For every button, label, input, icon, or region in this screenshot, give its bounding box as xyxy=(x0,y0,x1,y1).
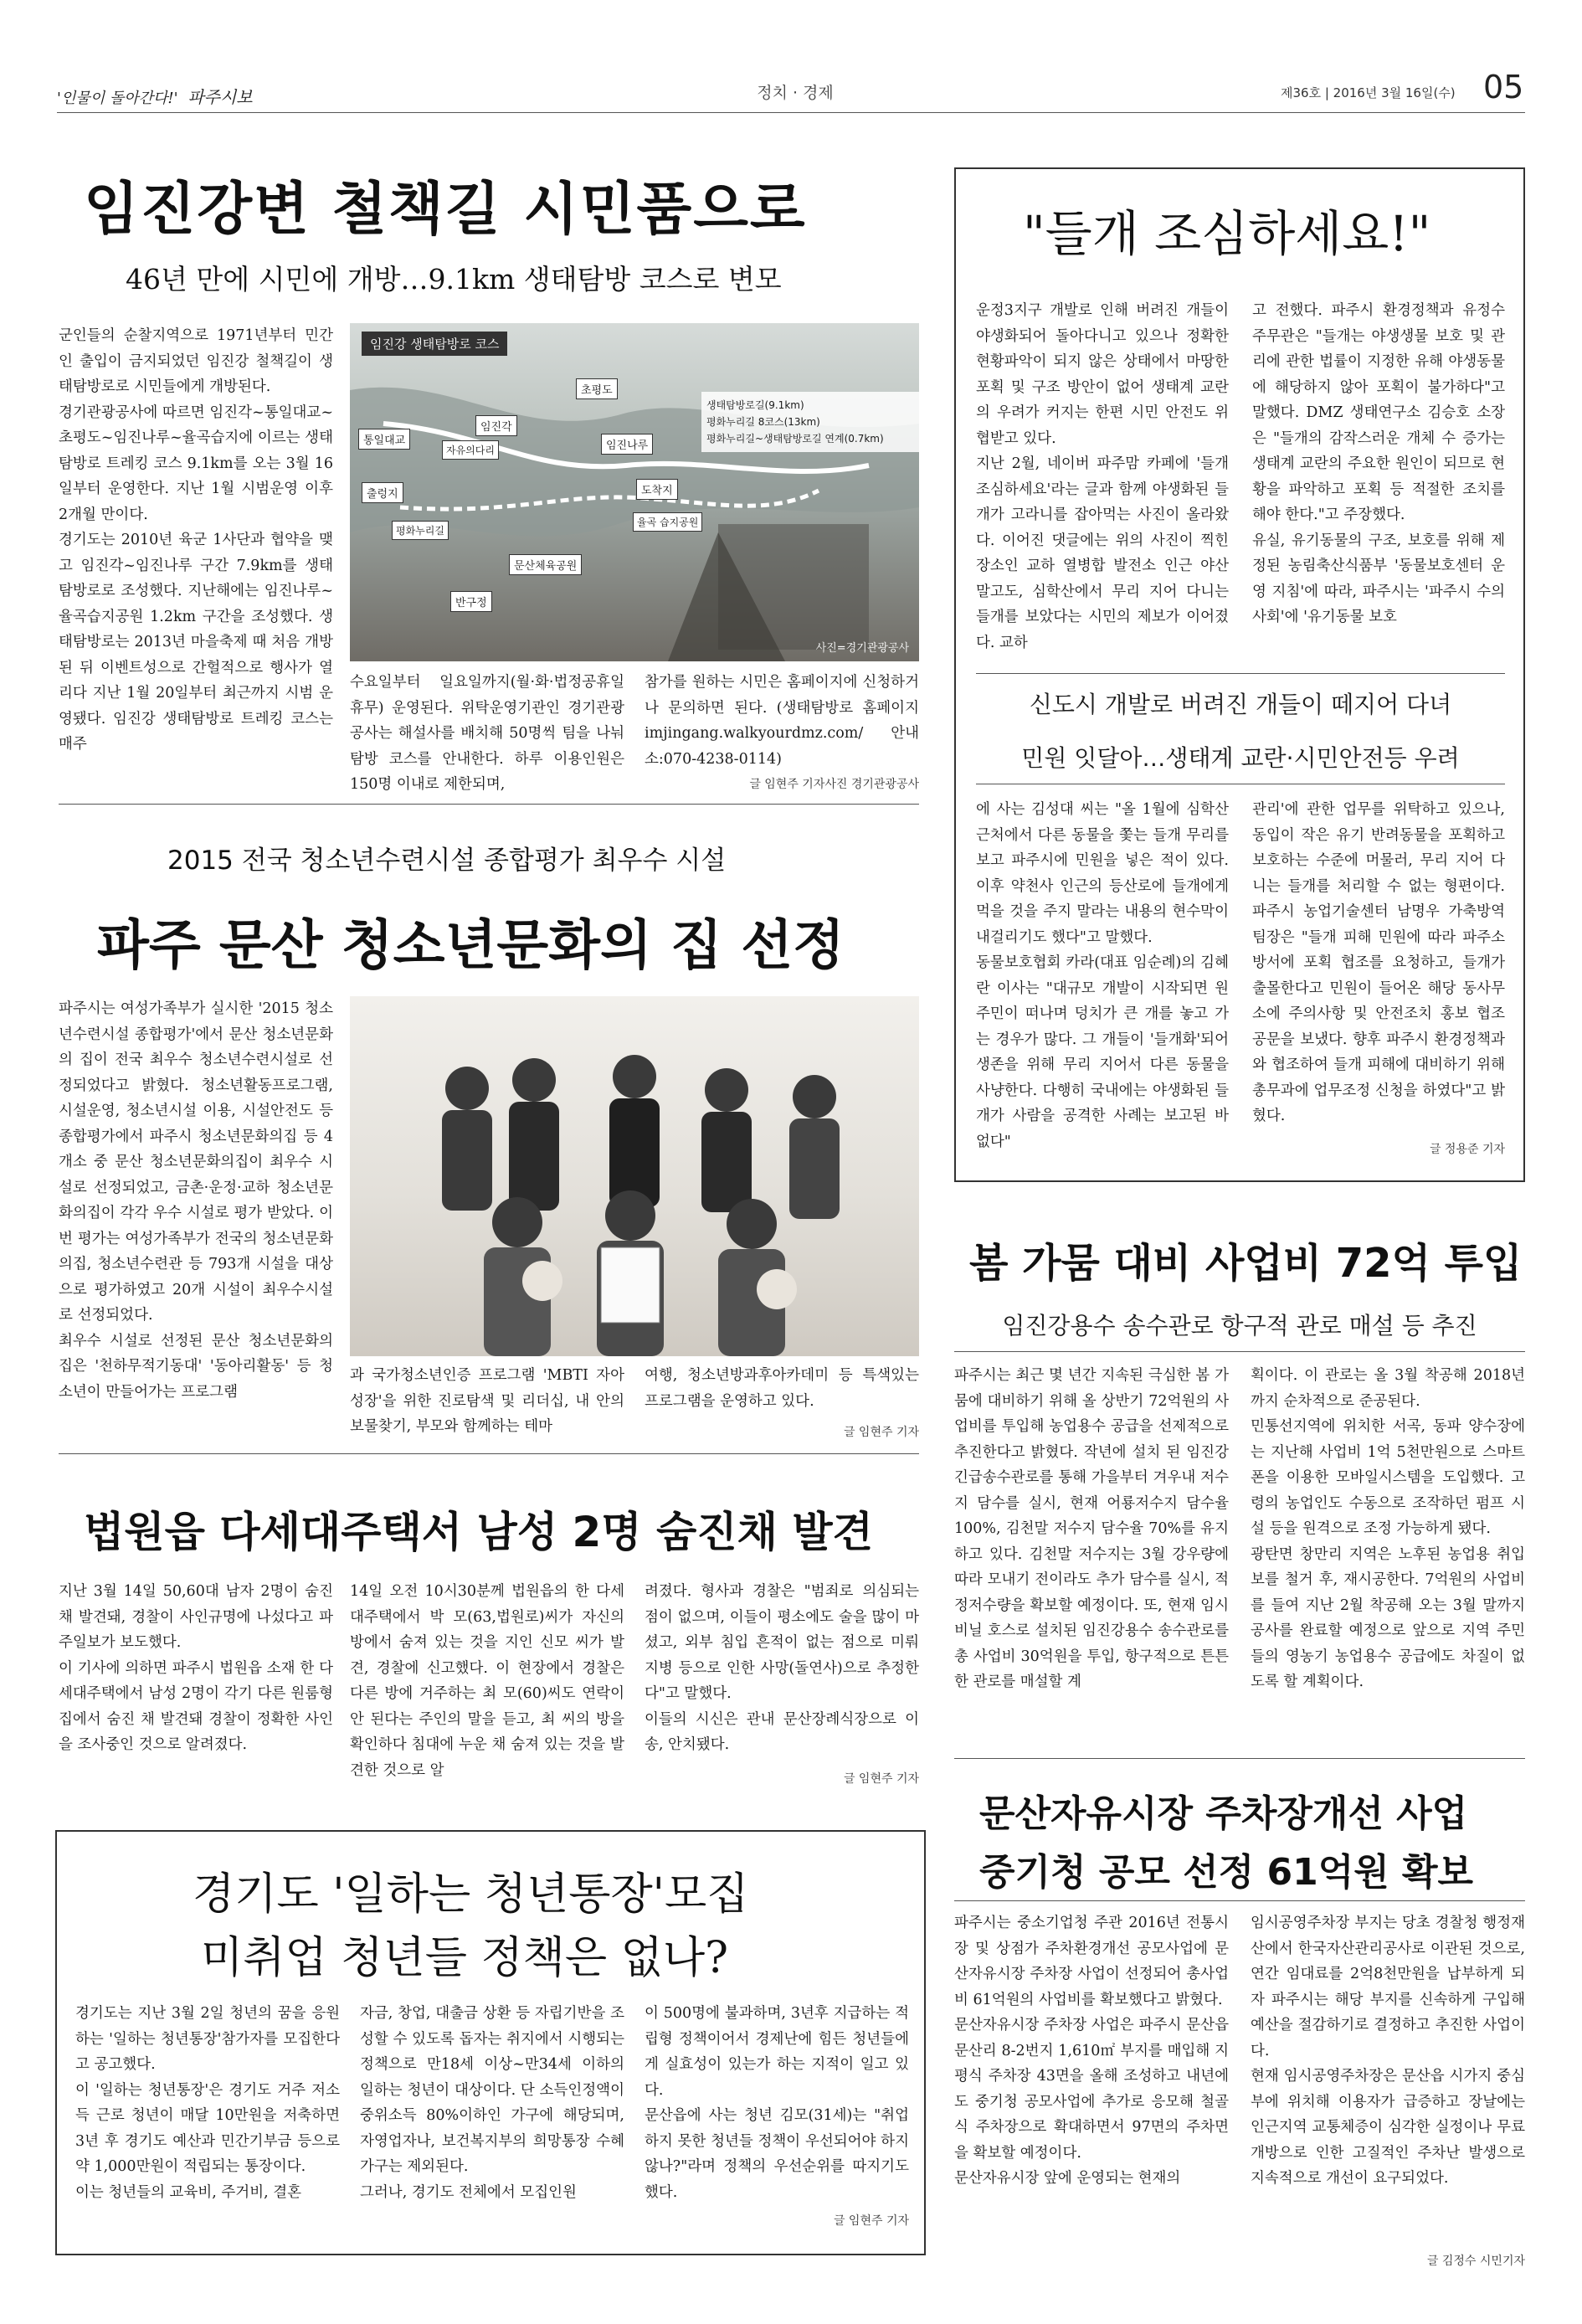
map-place-label: 출렁지 xyxy=(362,482,403,503)
article5-col3: 에 사는 김성대 씨는 "올 1월에 심학산 근처에서 다른 동물을 쫓는 들개 무리를 보고 파주시에 민원을 넣은 적이 있다. 이후 약천사 인근의 등산로에 들개에게 먹을 것을 주지 말라는 내용의 현수막이 내걸리기도 했다"고 말했다. 동물보호협회 카라(대표 임순례)의 김혜란 이사는 "대규모 개발이 시작되면 원주민이 떠나며 덩치가 큰 개를 놓고 가는 경우가 많다. 그 개들이 '들개화'되어 생존을 위해 무리 지어서 다른 동물을 사냥한다. 다행히 국내에는 야생화된 들개가 사람을 공격한 사례는 보고된 바 없다" xyxy=(976,801,1229,1150)
article6-col1: 파주시는 최근 몇 년간 지속된 극심한 봄 가뭄에 대비하기 위해 올 상반기 72억원의 사업비를 투입해 농업용수 공급을 선제적으로 추진한다고 밝혔다. 작년에 설치 된 임진강 긴급송수관로를 통해 가을부터 겨우내 저수지 담수를 실시, 현재 어룡저수지 담수율 100%, 김천말 저수지 담수율 70%를 유지하고 있다. 김천말 저수지는 3월 강우량에 따라 모내기 전이라도 추가 담수를 실시, 적정저수량을 확보할 예정이다. 또, 현재 임시 비닐 호스로 설치된 임진강용수 송수관로를 총 사업비 30억원을 투입, 항구적으로 튼튼한 관로를 매설할 계 xyxy=(954,1367,1229,1690)
article1-headline: 임진강변 철책길 시민품으로 xyxy=(84,177,807,243)
issue-date: 제36호 | 2016년 3월 16일(수) xyxy=(1281,85,1456,100)
article5-byline: 글 정용준 기자 xyxy=(1429,1143,1505,1156)
article7-head-rule xyxy=(954,1900,1525,1901)
article2-headline: 파주 문산 청소년문화의 집 선정 xyxy=(97,914,845,977)
map-place-label: 반구정 xyxy=(450,591,492,612)
article1-col2: 수요일부터 일요일까지(월·화·법정공휴일 휴무) 운영된다. 위탁운영기관인 경기관광공사는 해설사를 배치해 50명씩 팀을 나눠 탐방 코스를 안내한다. 하루 이용인원은 150명 이내로 제한되며, xyxy=(350,674,624,793)
logo-slogan: '인물이 돌아간다!' xyxy=(57,90,178,107)
article4-col3: 이 500명에 불과하며, 3년후 지급하는 적립형 정책이어서 경제난에 힘든 청년들에게 실효성이 있는가 하는 지적이 일고 있다. 문산읍에 사는 청년 김모(31세)는 "취업하지 못한 청년들 정책이 우선되어야 하지 않나?"라며 정책의 우선순위를 따지기도 했다. xyxy=(645,2005,909,2201)
article4-col2: 자금, 창업, 대출금 상환 등 자립기반을 조성할 수 있도록 돕자는 취지에서 시행되는 정책으로 만18세 이상~만34세 이하의 일하는 청년이 대상이다. 단 소득인정액이 중위소득 80%이하인 가구에 해당되며, 자영업자나, 보건복지부의 희망통장 수혜가구는 제외된다. 그러나, 경기도 전체에서 모집인원 xyxy=(360,2005,624,2201)
masthead-logo xyxy=(57,84,253,108)
article1-col3: 참가를 원하는 시민은 홈페이지에 신청하거나 문의하면 된다. (생태탐방로 홈페이지 imjingang.walkyourdmz.com/ 안내소:070-4238-0114) xyxy=(645,674,919,768)
article6-divider xyxy=(954,1758,1525,1759)
article4-byline: 글 임현주 기자 xyxy=(833,2214,909,2228)
map-place-label: 통일대교 xyxy=(358,429,410,450)
article2-group-photo xyxy=(350,996,919,1356)
article2-byline: 글 임현주 기자 xyxy=(843,1426,919,1439)
article5-headline: "들개 조심하세요!" xyxy=(1023,205,1431,262)
article3-col3: 려졌다. 형사과 경찰은 "범죄로 의심되는 점이 없으며, 이들이 평소에도 술을 많이 마셨고, 외부 침입 흔적이 없는 점으로 미뤄 지병 등으로 인한 사망(돌연사)으로 추정한다"고 말했다. 이들의 시신은 관내 문산장례식장으로 이송, 안치됐다. xyxy=(645,1583,919,1753)
photo-credit: 사진=경기관광공사 xyxy=(815,642,909,655)
article6-sub-rule xyxy=(954,1351,1525,1352)
article5-subhead1: 신도시 개발로 버려진 개들이 떼지어 다녀 xyxy=(1029,691,1452,718)
article7-byline: 글 김정수 시민기자 xyxy=(1426,2255,1525,2268)
article7-headline-line1: 문산자유시장 주차장개선 사업 xyxy=(979,1792,1468,1835)
article1-divider xyxy=(59,804,919,805)
map-legend xyxy=(701,392,919,452)
article3-col1: 지난 3월 14일 50,60대 남자 2명이 숨진채 발견돼, 경찰이 사인규명에 나섰다고 파주일보가 보도했다. 이 기사에 의하면 파주시 법원읍 소재 한 다세대주택에서 남성 2명이 각기 다른 원룸형 집에서 숨진 채 발견돼 경찰이 정확한 사인을 조사중인 것으로 알려졌다. xyxy=(59,1583,333,1753)
map-place-label: 문산체육공원 xyxy=(509,554,582,575)
map-place-label: 자유의다리 xyxy=(442,440,499,460)
map-title: 임진강 생태탐방로 코스 xyxy=(362,332,507,356)
map-place-label: 율곡 습지공원 xyxy=(633,512,702,532)
map-place-label: 도착지 xyxy=(636,479,678,500)
map-legend-item: 생태탐방로길(9.1km) xyxy=(706,399,804,411)
section-label: 정치 · 경제 xyxy=(757,84,834,102)
article5-col2: 고 전했다. 파주시 환경정책과 유정수 주무관은 "들개는 야생생물 보호 및 관리에 관한 법률이 지정한 유해 야생동물에 해당하지 않아 포획이 불가하다"고 말했다. DMZ 생태연구소 김승호 소장은 "들개의 감작스러운 개체 수 증가는 생태계 교란의 주요한 원인이 되므로 현황을 파악하고 포획 등 적절한 조치를 해야 한다."고 주장했다. 유실, 유기동물의 구조, 보호를 위해 제정된 농림축산식품부 '동물보호센터 운영 지침'에 따라, 파주시는 '파주시 수의사회'에 '유기동물 보호 xyxy=(1252,302,1505,625)
map-graphic xyxy=(350,323,919,661)
map-place-label: 초평도 xyxy=(576,378,618,399)
map-place-label: 임진나루 xyxy=(601,434,653,455)
logo-name: 파주시보 xyxy=(187,87,253,107)
article7-col1: 파주시는 중소기업청 주관 2016년 전통시장 및 상점가 주차환경개선 공모사업에 문산자유시장 주차장 사업이 선정되어 총사업비 61억원의 사업비를 확보했다고 밝혔다. 문산자유시장 주차장 사업은 파주시 문산읍 문산리 8-2번지 1,610㎡ 부지를 매입해 지평식 주차장 43면을 올해 조성하고 내년에도 중기청 공모사업에 추가로 응모해 철골식 주차장으로 확대하면서 97면의 주차면을 확보할 예정이다. 문산자유시장 앞에 운영되는 현재의 xyxy=(954,1915,1229,2187)
article1-col1: 군인들의 순찰지역으로 1971년부터 민간인 출입이 금지되었던 임진강 철책길이 생태탐방로로 시민들에게 개방된다. 경기관광공사에 따르면 임진각~통일대교~초평도~임진나루~율곡습지에 이르는 생태탐방로 트레킹 코스 9.1km를 오는 3월 16일부터 운영한다. 지난 1월 시범운영 이후 2개월 만이다. 경기도는 2010년 육군 1사단과 협약을 맺고 임진각~임진나루 구간 7.9km를 생태탐방로로 조성했다. 지난해에는 임진나루~율곡습지공원 1.2km 구간을 조성했다. 생태탐방로는 2013년 마을축제 때 처음 개방된 뒤 이벤트성으로 간헐적으로 행사가 열리다 지난 1월 20일부터 최근까지 시범 운영됐다. 임진강 생태탐방로 트레킹 코스는 매주 xyxy=(59,327,333,753)
article1-subhead: 46년 만에 시민에 개방…9.1km 생태탐방 코스로 변모 xyxy=(126,263,782,296)
map-place-label: 평화누리길 xyxy=(392,521,449,540)
map-legend-item: 평화누리길 8코스(13km) xyxy=(706,416,820,428)
article5-col4: 관리'에 관한 업무를 위탁하고 있으나, 동입이 작은 유기 반려동물을 포획하고 보호하는 수준에 머물러, 무리 지어 다니는 들개를 처리할 수 없는 형편이다. 파주시 농업기술센터 남명우 가축방역팀장은 "들개 피해 민원에 따라 파주소방서에 포획 협조를 요청하고, 들개가 출몰한다고 민원이 들어온 해당 동사무소에 주의사항 및 안전조치 홍보 협조 공문을 보냈다. 향후 파주시 환경정책과와 협조하여 들개 피해에 대비하기 위해 총무과에 업무조정 신청을 하였다"고 밝혔다. xyxy=(1252,801,1505,1124)
article4-headline-line1: 경기도 '일하는 청년통장'모집 xyxy=(193,1869,749,1920)
map-legend-item: 평화누리길~생태탐방로길 연계(0.7km) xyxy=(706,433,884,445)
article5-col1: 운정3지구 개발로 인해 버려진 개들이 야생화되어 돌아다니고 있으나 정확한 현황파악이 되지 않은 상태에서 마땅한 포획 및 구조 방안이 없어 생태계 교란의 우려가 커지는 한편 시민 안전도 위협받고 있다. 지난 2월, 네이버 파주맘 카페에 '들개 조심하세요'라는 글과 함께 야생화된 들개가 고라니를 잡아먹는 사진이 올라왔다. 이어진 댓글에는 위의 사진이 찍힌 장소인 교하 열병합 발전소 인근 야산 말고도, 심학산에서 무리 지어 다니는 들개를 보았다는 시민의 제보가 이어졌다. 교하 xyxy=(976,302,1229,651)
article2-col1: 파주시는 여성가족부가 실시한 '2015 청소년수련시설 종합평가'에서 문산 청소년문화의 집이 전국 최우수 청소년수련시설로 선정되었다고 밝혔다. 청소년활동프로그램, 시설운영, 청소년시설 이용, 시설안전도 등 종합평가에서 파주시 청소년문화의집 등 4개소 중 문산 청소년문화의집이 최우수 시설로 선정되었고, 금촌·운정·교하 청소년문화의집이 각각 우수 시설로 평가 받았다. 이번 평가는 여성가족부가 전국의 청소년문화의집, 청소년수련관 등 793개 시설을 대상으로 평가하였고 20개 시설이 최우수시설로 선정되었다. 최우수 시설로 선정된 문산 청소년문화의 집은 '천하무적기동대' '동아리활동' 등 청소년이 만들어가는 프로그램 xyxy=(59,1000,333,1401)
page-number: 05 xyxy=(1483,69,1524,105)
article2-kicker: 2015 전국 청소년수련시설 종합평가 최우수 시설 xyxy=(167,846,727,876)
article2-divider xyxy=(59,1453,919,1454)
article1-byline: 글 임현주 기자사진 경기관광공사 xyxy=(749,778,919,791)
group-photo-graphic xyxy=(350,996,919,1356)
article5-subhead2: 민원 잇달아…생태계 교란·시민안전등 우려 xyxy=(1021,744,1460,772)
article3-col2: 14일 오전 10시30분께 법원읍의 한 다세대주택에서 박 모(63,법원로)씨가 자신의 방에서 숨져 있는 것을 지인 신모 씨가 발견, 경찰에 신고했다. 이 현장에서 경찰은 다른 방에 거주하는 최 모(60)씨도 연락이 안 된다는 주인의 말을 듣고, 최 씨의 방을 확인하다 침대에 누운 채 숨져 있는 것을 발견한 것으로 알 xyxy=(350,1583,624,1779)
article1-map-photo xyxy=(350,323,919,661)
article7-col2: 임시공영주차장 부지는 당초 경찰청 행정재산에서 한국자산관리공사로 이관된 것으로, 연간 임대료를 2억8천만원을 납부하게 되자 파주시는 해당 부지를 신속하게 구입해 예산을 절감하기로 결정하고 추진한 사업이다. 현재 임시공영주차장은 문산읍 시가지 중심부에 위치해 이용자가 급증하고 장날에는 인근지역 교통체증이 심각한 실정이나 무료개방으로 인한 고질적인 주차난 발생으로 지속적으로 개선이 요구되었다. xyxy=(1251,1915,1525,2187)
header-rule xyxy=(57,112,1525,113)
article7-headline-line2: 중기청 공모 선정 61억원 확보 xyxy=(979,1851,1474,1894)
article4-headline-line2: 미취업 청년들 정책은 없나? xyxy=(201,1933,729,1983)
article6-col2: 획이다. 이 관로는 올 3월 착공해 2018년까지 순차적으로 준공된다. 민통선지역에 위치한 서곡, 동파 양수장에는 지난해 사업비 1억 5천만원으로 스마트폰을 이용한 모바일시스템을 도입했다. 고령의 농업인도 수동으로 조작하던 펌프 시설 등을 원격으로 조정 가능하게 됐다. 광탄면 창만리 지역은 노후된 농업용 취입보를 철거 후, 재시공한다. 7억원의 사업비를 들여 지난 2월 착공해 오는 3월 말까지 공사를 완료할 예정으로 앞으로 지역 주민들의 영농기 농업용수 공급에도 차질이 없도록 할 계획이다. xyxy=(1251,1367,1525,1690)
article6-headline: 봄 가뭄 대비 사업비 72억 투입 xyxy=(969,1240,1523,1287)
article5-sub-rule-top xyxy=(976,673,1505,674)
article3-byline: 글 임현주 기자 xyxy=(843,1772,919,1786)
article4-col1: 경기도는 지난 3월 2일 청년의 꿈을 응원하는 '일하는 청년통장'참가자를 모집한다고 공고했다. 이 '일하는 청년통장'은 경기도 거주 저소득 근로 청년이 매달 10만원을 저축하면 3년 후 경기도 예산과 민간기부금 등으로 약 1,000만원이 적립되는 통장이다. 이는 청년들의 교육비, 주거비, 결혼 xyxy=(75,2005,340,2201)
article2-col2: 과 국가청소년인증 프로그램 'MBTI 자아성장'을 위한 진로탐색 및 리더십, 내 안의 보물찾기, 부모와 함께하는 테마 xyxy=(350,1367,624,1435)
article3-headline: 법원읍 다세대주택서 남성 2명 숨진채 발견 xyxy=(84,1508,873,1556)
article2-col3: 여행, 청소년방과후아카데미 등 특색있는 프로그램을 운영하고 있다. xyxy=(645,1367,919,1410)
article6-subhead: 임진강용수 송수관로 항구적 관로 매설 등 추진 xyxy=(1002,1312,1477,1339)
map-place-label: 임진각 xyxy=(475,415,517,436)
